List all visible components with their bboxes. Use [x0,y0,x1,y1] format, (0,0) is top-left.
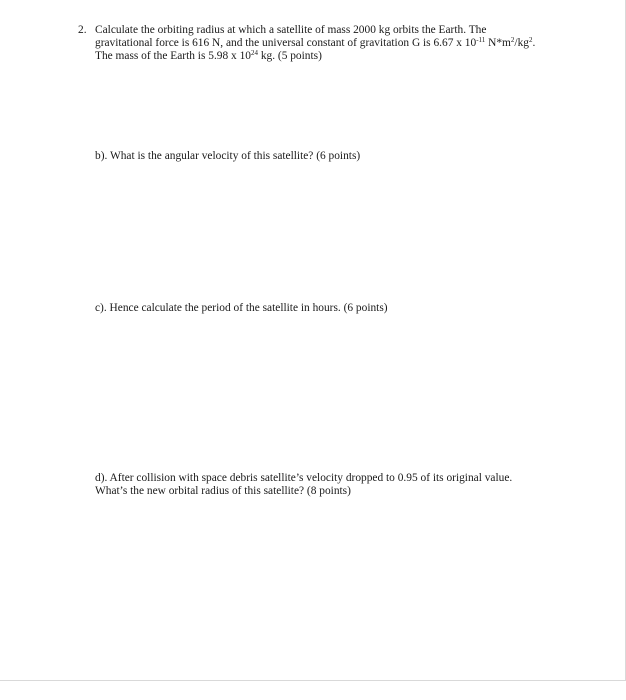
question-2-line-1: Calculate the orbiting radius at which a satellite of mass 2000 kg orbits the Earth. The [95,24,487,36]
question-part-b [95,150,575,163]
part-b-text: b). What is the angular velocity of this satellite? (6 points) [95,150,361,162]
g-exponent: -11 [476,36,486,44]
part-c-text: c). Hence calculate the period of the satellite in hours. (6 points) [95,302,388,314]
question-part-d [95,472,575,498]
question-part-c [95,302,575,315]
question-2-line-3: The mass of the Earth is 5.98 x $10^{24}$ kg. (5 points) [95,49,322,62]
unit-exponent-m: 2 [510,36,515,44]
question-2-text [95,24,590,63]
part-d-line-1: d). After collision with space debris satellite’s velocity dropped to 0.95 of its original value. [95,472,513,484]
earth-mass-exponent: 24 [250,49,258,57]
part-d-line-2: What’s the new orbital radius of this satellite? (8 points) [95,485,351,497]
unit-exponent-kg: 2 [528,36,533,44]
question-2-line-2: gravitational force is 616 N, and the universal constant of gravitation G is 6.67 x $10^{-11}$ $N*m^2/kg^2$. [95,36,536,49]
question-number: 2. [78,24,87,36]
